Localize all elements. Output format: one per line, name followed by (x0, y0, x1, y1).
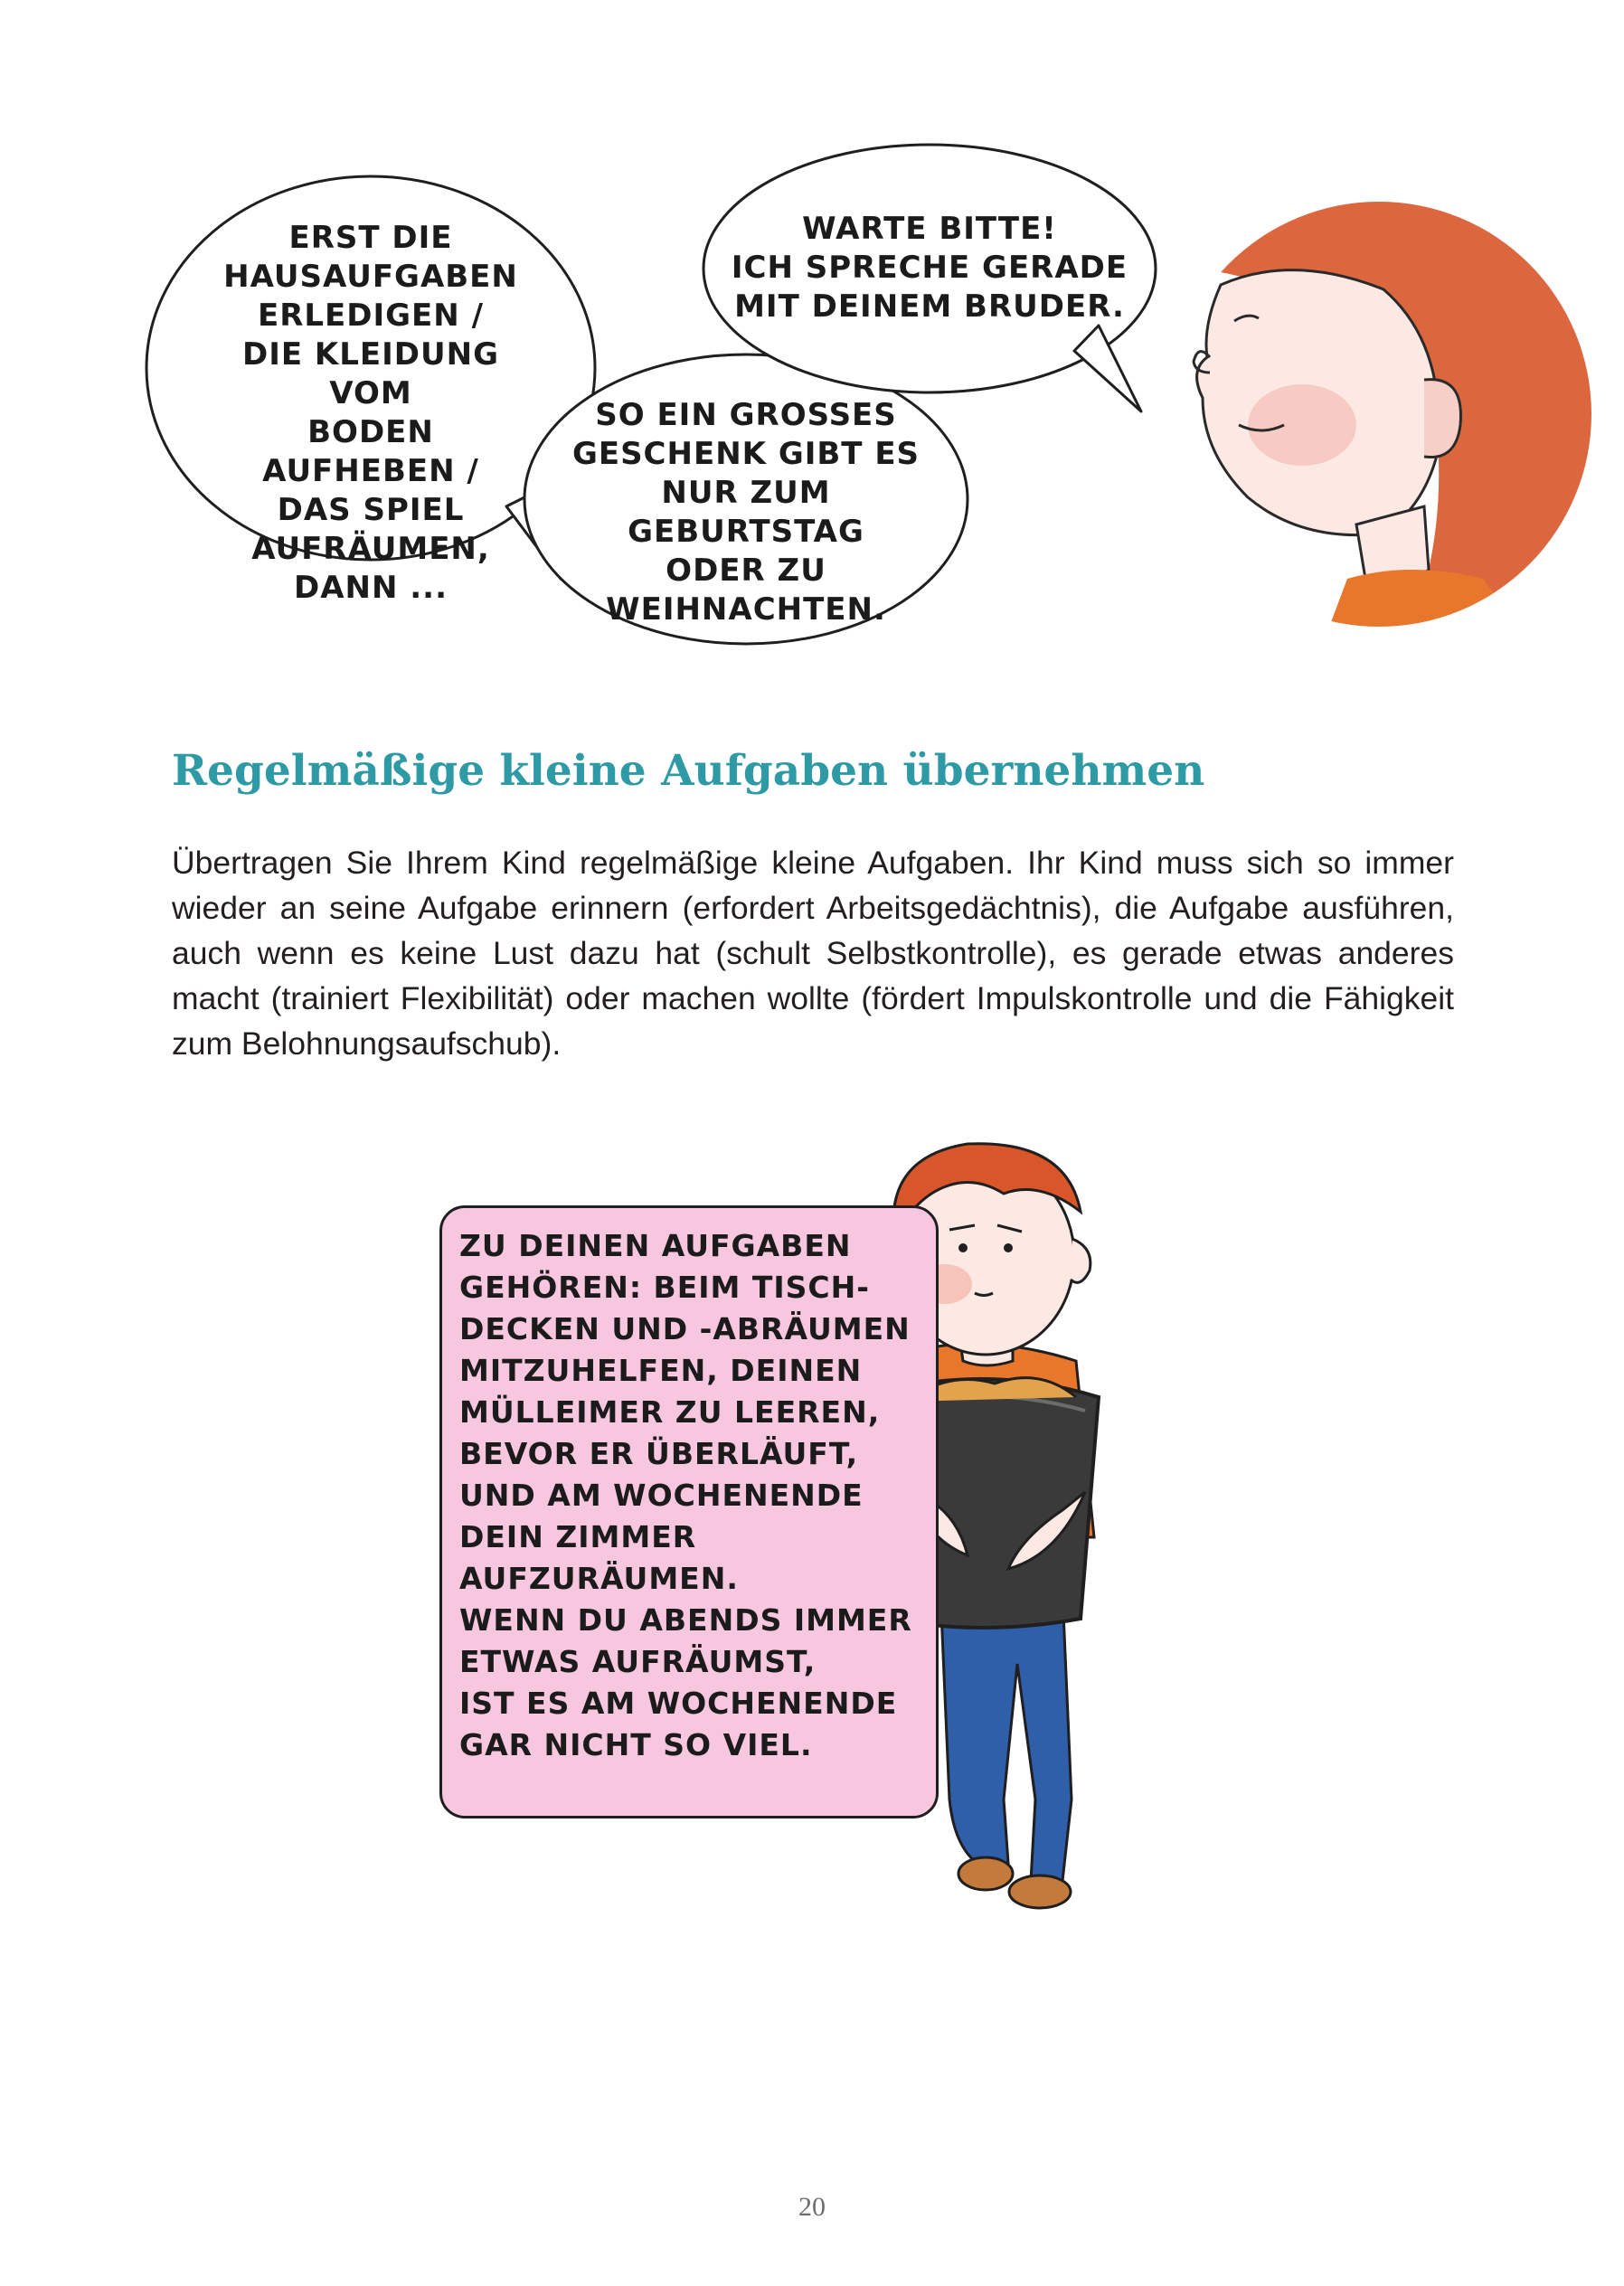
speech-bubble-left-text: ERST DIE HAUSAUFGABEN ERLEDIGEN / DIE KLEIDUNG VOM BODEN AUFHEBEN / DAS SPIEL AUFRÄUMEN, DANN ... (223, 220, 518, 606)
speech-bubble-middle-text: SO EIN GROSSES GESCHENK GIBT ES NUR ZUM GEBURTSTAG ODER ZU WEIHNACHTEN. (571, 397, 921, 628)
page-number: 20 (798, 2192, 826, 2222)
body-paragraph: Übertragen Sie Ihrem Kind regelmäßige kleine Aufgaben. Ihr Kind muss sich so immer wieder an seine Aufgabe erinnern (erfordert Arbeitsgedächtnis), die Aufgabe ausführen, auch wenn es keine Lust dazu hat (schult Selbstkontrolle), es gerade etwas anderes macht (trainiert Flexibilität) oder machen wollte (fördert Impulskontrolle und die Fähigkeit zum Belohnungsaufschub). (172, 845, 1454, 1062)
speech-bubble-top-right-text: WARTE BITTE! ICH SPRECHE GERADE MIT DEINEM BRUDER. (731, 211, 1128, 325)
child-speech-text: ZU DEINEN AUFGABEN GEHÖREN: BEIM TISCH- DECKEN UND -ABRÄUMEN MITZUHELFEN, DEINEN MÜLLEIMER ZU LEEREN, BEVOR ER ÜBERLÄUFT, UND AM WOCHENENDE DEIN ZIMMER AUFZURÄUMEN. WENN DU ABENDS IMMER ETWAS AUFRÄUMST, IST ES AM WOCHENENDE GAR NICHT SO VIEL. (459, 1228, 912, 1762)
section-heading: Regelmäßige kleine Aufgaben übernehmen (172, 746, 1205, 796)
